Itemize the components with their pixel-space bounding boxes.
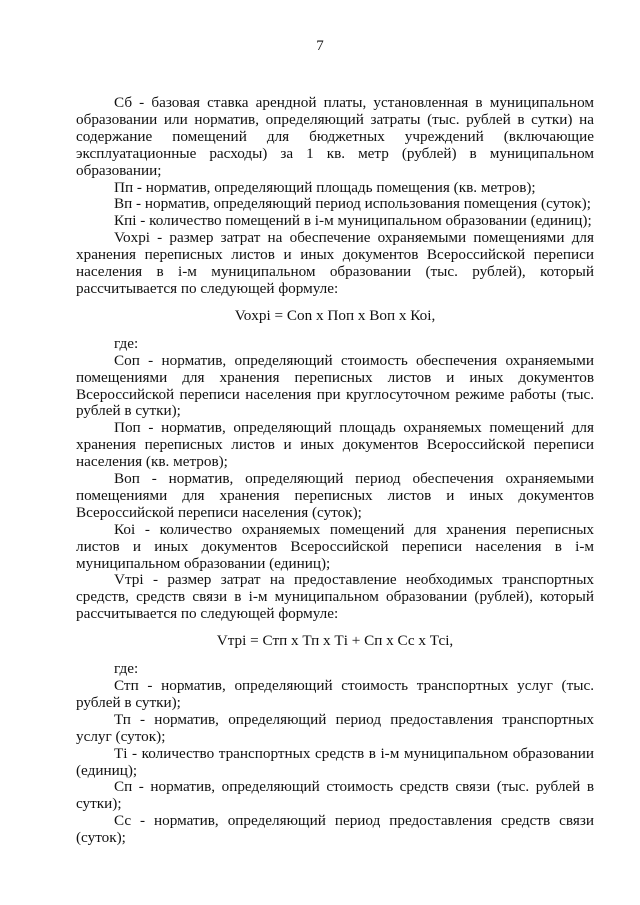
formula-voxp: Voxpi = Con x Поп x Воп x Коi, xyxy=(234,306,436,324)
definition-paragraph: Воп - норматив, определяющий период обеспечения охраняемыми помещениями для хранения переписных листов и иных документов Всероссийской переписи населения (суток); xyxy=(76,470,594,521)
definition-paragraph: Коi - количество охраняемых помещений для хранения переписных листов и иных документов Всероссийской переписи населения в i-м муниципальном образовании (единиц); xyxy=(76,520,594,572)
definition-paragraph: Пп - норматив, определяющий площадь помещения (кв. метров); xyxy=(114,178,536,196)
definition-paragraph: Кпi - количество помещений в i-м муниципальном образовании (единиц); xyxy=(114,212,592,230)
where-label: где: xyxy=(114,660,139,678)
definition-paragraph: Тi - количество транспортных средств в i-м муниципальном образовании (единиц); xyxy=(76,744,594,779)
definition-paragraph: Соп - норматив, определяющий стоимость обеспечения охраняемыми помещениями для хранения переписных листов и иных документов Всероссийской переписи населения при круглосуточном режиме работы (тыс. рублей в сутки); xyxy=(76,351,594,420)
definition-paragraph: Поп - норматив, определяющий площадь охраняемых помещений для хранения переписных листов и иных документов Всероссийской переписи населения (кв. метров); xyxy=(76,419,594,471)
definition-paragraph: Тп - норматив, определяющий период предоставления транспортных услуг (суток); xyxy=(76,710,594,745)
definition-paragraph: Сб - базовая ставка арендной платы, установленная в муниципальном образовании или норматив, определяющий затраты (тыс. рублей в сутки) на содержание помещений для бюджетных учреждений (включающие эксплуатационные расходы) за 1 кв. метр (рублей) в муниципальном образовании; xyxy=(76,94,594,179)
definition-paragraph: Сп - норматив, определяющий стоимость средств связи (тыс. рублей в сутки); xyxy=(76,778,594,813)
page-number: 7 xyxy=(316,38,324,54)
definition-paragraph: Стп - норматив, определяющий стоимость транспортных услуг (тыс. рублей в сутки); xyxy=(76,677,594,711)
definition-paragraph: Вп - норматив, определяющий период использования помещения (суток); xyxy=(114,195,591,213)
definition-paragraph: Voxpi - размер затрат на обеспечение охраняемыми помещениями для хранения переписных листов и иных документов Всероссийской переписи населения в i-м муниципальном образовании (тыс. рублей), который рассчитывается по следующей формуле: xyxy=(76,229,594,297)
formula-vtr: Vтрi = Стп x Тп x Тi + Сп x Сс x Тсi, xyxy=(216,632,454,650)
document-body xyxy=(76,95,594,847)
definition-paragraph: Vтрi - размер затрат на предоставление необходимых транспортных средств, средств связи в i-м муниципальном образовании (рублей), который рассчитывается по следующей формуле: xyxy=(76,571,594,623)
where-label: где: xyxy=(114,334,139,352)
definition-paragraph: Сс - норматив, определяющий период предоставления средств связи (суток); xyxy=(76,812,594,847)
